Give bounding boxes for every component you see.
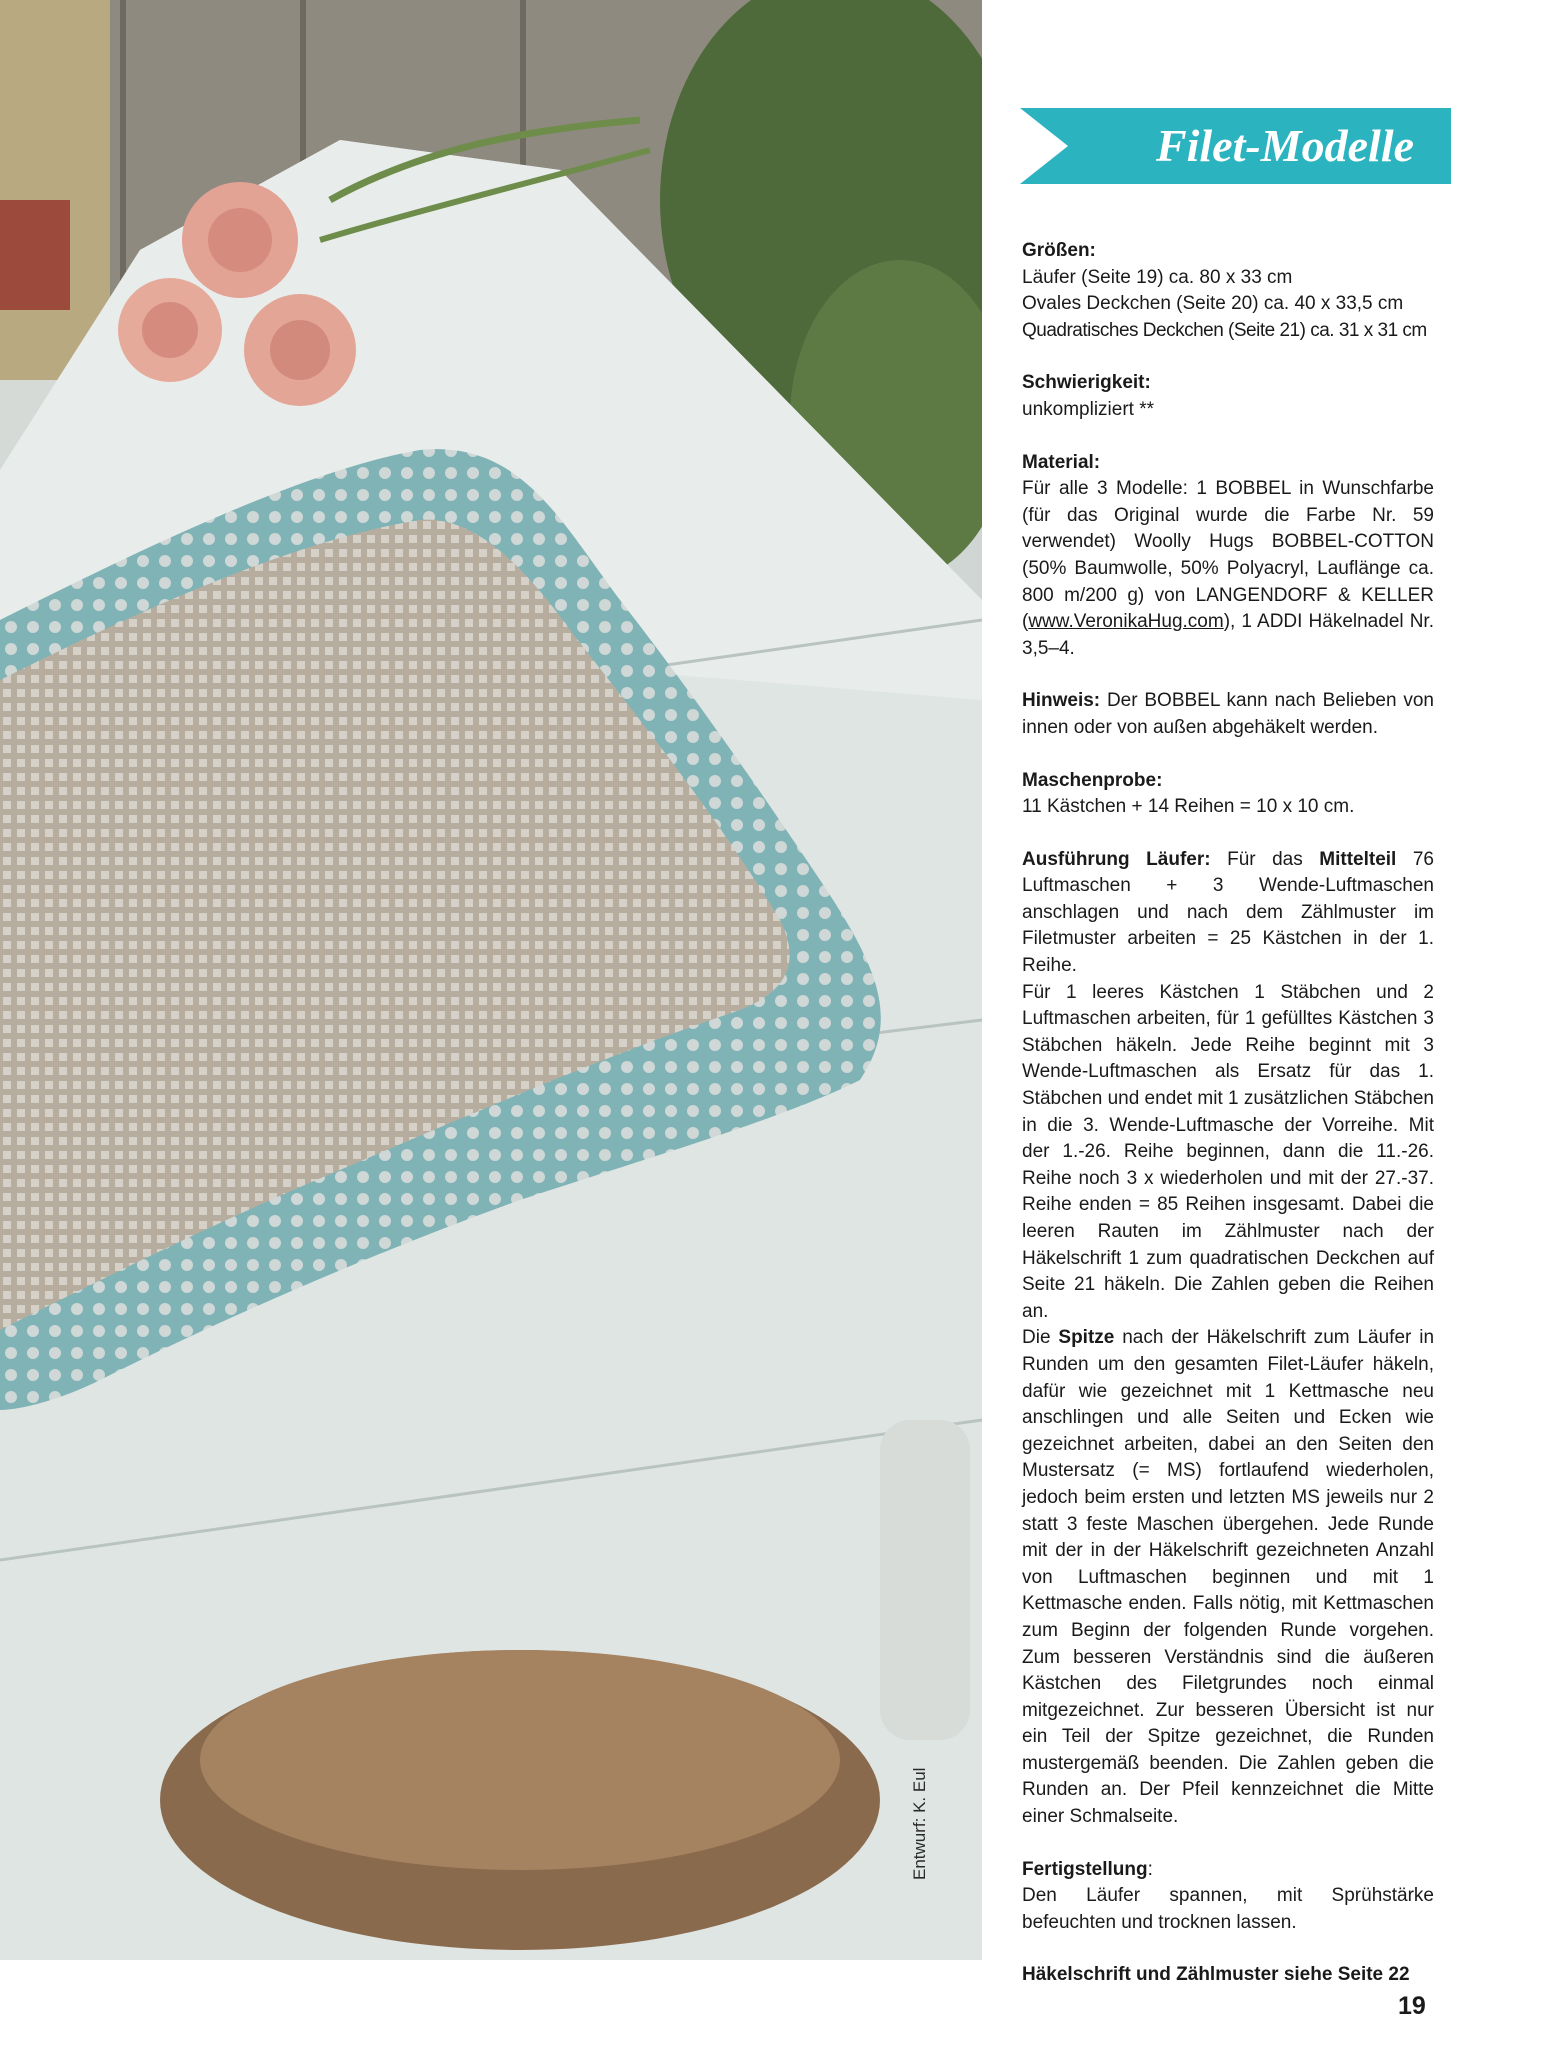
design-credit: Entwurf: K. Eul — [910, 1767, 929, 1880]
section-banner — [1020, 108, 1451, 184]
instructions-p1-a: Für das — [1210, 848, 1320, 870]
instructions-column — [1022, 238, 1434, 1989]
note-heading: Hinweis: — [1022, 690, 1101, 712]
finishing-heading: Fertigstellung — [1022, 1858, 1148, 1880]
instructions-p2: Für 1 leeres Kästchen 1 Stäbchen und 2 Luftmaschen arbeiten, für 1 gefülltes Kästchen 3 Stäbchen häkeln. Jede Reihe beginnt mit 3 Wende-Luftmaschen als Ersatz für das 1. Stäbchen und endet mit 1 zusätzlichen Stäbchen in die 3. Wende-Luftmasche der Vorreihe. Mit der 1.-26. Reihe beginnen, dann die 11.-26. Reihe noch 3 x wiederholen und mit der 27.-37. Reihe enden = 85 Reihen insgesamt. Dabei die leeren Rauten im Zählmuster nach der Häkelschrift 1 zum quadratischen Deckchen auf Seite 21 häkeln. Die Zahlen geben die Reihen an. — [1022, 981, 1434, 1322]
instructions-section — [1022, 847, 1434, 1831]
note-body: Der BOBBEL kann nach Belieben von innen oder von außen abgehäkelt werden. — [1022, 690, 1434, 738]
note-text — [1022, 688, 1434, 741]
page-number: 19 — [1398, 1992, 1426, 2020]
instructions-p1-bold: Mittelteil — [1319, 848, 1397, 870]
material-text — [1022, 476, 1434, 662]
instructions-p3 — [1022, 1325, 1434, 1830]
instructions-p3-b: nach der Häkelschrift zum Läufer in Runden um den gesamten Filet-Läufer häkeln, dafür wie gezeichnet mit 1 Kettmasche neu anschlingen und alle Seiten und Ecken wie gezeichnet arbeiten, dabei an den Seiten den Mustersatz (= MS) fortlaufend wiederholen, jedoch beim ersten und letzten MS jeweils nur 2 statt 3 feste Maschen übergehen. Jede Runde mit der in der Häkelschrift gezeichneten Anzahl von Luftmaschen beginnen und mit 1 Kettmasche enden. Falls nötig, mit Kettmaschen zum Beginn der folgenden Runde vorgehen. Zum besseren Verständnis sind die äußeren Kästchen des Filetgrundes noch einmal mitgezeichnet. Zur besseren Übersicht ist nur ein Teil der Spitze gezeichnet, die Runden mustergemäß beenden. Die Zahlen geben die Runden an. Der Pfeil kennzeichnet die Mitte einer Schmalseite. — [1022, 1327, 1435, 1828]
instructions-p1 — [1022, 847, 1434, 980]
material-heading: Material: — [1022, 451, 1101, 473]
page-title: Filet-Modelle — [1155, 120, 1415, 171]
difficulty-section — [1022, 370, 1434, 423]
instructions-heading: Ausführung Läufer: — [1022, 848, 1211, 870]
gauge-value: 11 Kästchen + 14 Reihen = 10 x 10 cm. — [1022, 796, 1355, 818]
chart-reference: Häkelschrift und Zählmuster siehe Seite 22 — [1022, 1964, 1410, 1986]
finishing-text: Den Läufer spannen, mit Sprühstärke befeuchten und trocknen lassen. — [1022, 1885, 1434, 1933]
difficulty-value: unkompliziert ** — [1022, 398, 1154, 420]
material-section — [1022, 450, 1434, 663]
finishing-section — [1022, 1857, 1434, 1937]
size-line: Ovales Deckchen (Seite 20) ca. 40 x 33,5 cm — [1022, 293, 1404, 315]
sizes-section — [1022, 238, 1434, 344]
instructions-p1-b: 76 Luftmaschen + 3 Wende-Luftmaschen anschlagen und nach dem Zählmuster im Filetmuster arbeiten = 25 Kästchen in der 1. Reihe. — [1022, 848, 1434, 977]
size-line: Quadratisches Deckchen (Seite 21) ca. 31 x 31 cm — [1022, 319, 1427, 341]
material-text-a: Für alle 3 Modelle: 1 BOBBEL in Wunschfarbe (für das Original wurde die Farbe Nr. 59 verwendet) Woolly Hugs BOBBEL-COTTON (50% Baumwolle, 50% Polyacryl, Lauflänge ca. 800 m/200 g) von LANGENDORF & KELLER ( — [1022, 478, 1434, 633]
note-section — [1022, 688, 1434, 741]
difficulty-heading: Schwierigkeit: — [1022, 372, 1151, 394]
sizes-heading: Größen: — [1022, 240, 1096, 261]
material-text-b: ), 1 ADDI Häkelnadel Nr. 3,5–4. — [1022, 611, 1434, 659]
gauge-section — [1022, 768, 1434, 821]
instructions-p3-a: Die — [1022, 1327, 1059, 1349]
gauge-heading: Maschenprobe: — [1022, 769, 1163, 791]
website-link[interactable]: www.VeronikaHug.com — [1028, 611, 1224, 633]
finishing-colon: : — [1147, 1858, 1153, 1880]
finishing-heading-line — [1022, 1857, 1434, 1884]
size-line: Läufer (Seite 19) ca. 80 x 33 cm — [1022, 266, 1293, 288]
instructions-p3-bold: Spitze — [1058, 1327, 1115, 1349]
